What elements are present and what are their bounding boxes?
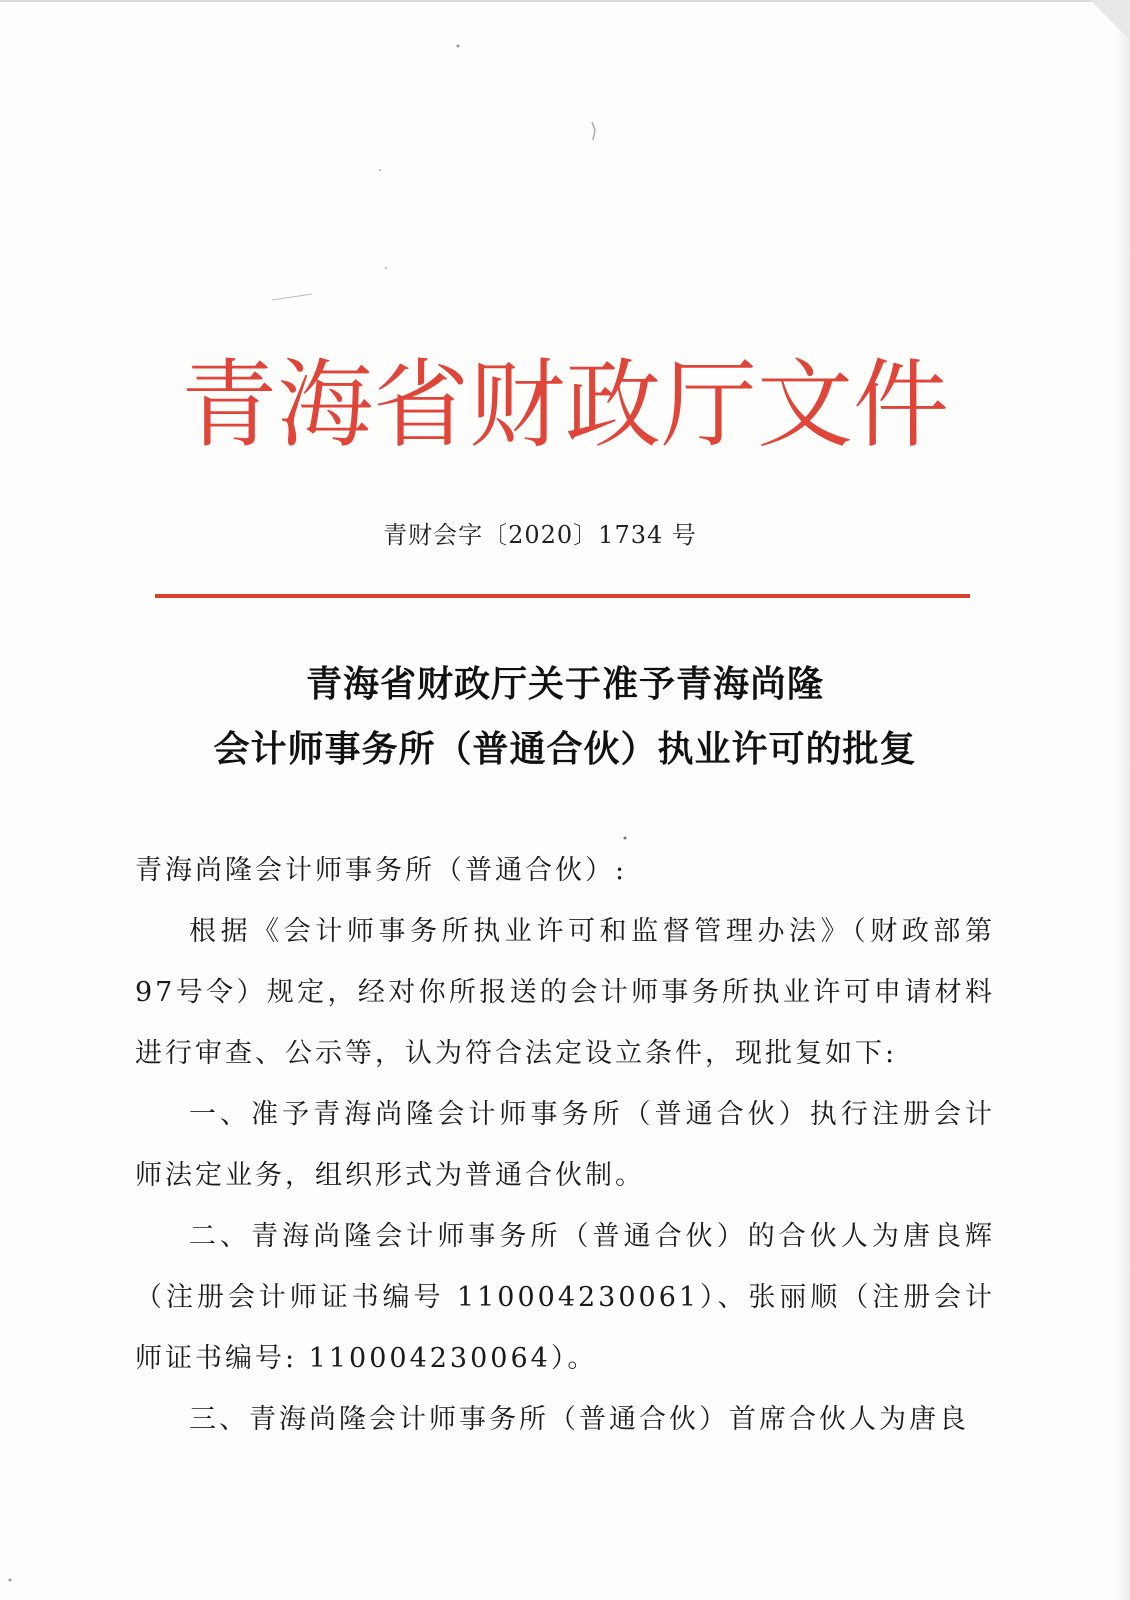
salutation: 青海尚隆会计师事务所（普通合伙）: [135, 855, 628, 886]
speck [592, 122, 595, 140]
document-number: 青财会字〔2020〕1734 号 [383, 521, 697, 549]
document-subject [140, 652, 990, 782]
subject-line-1: 青海省财政厅关于准予青海尚隆 [305, 664, 824, 705]
paragraph-item-2: 二、青海尚隆会计师事务所（普通合伙）的合伙人为唐良辉（注册会计师证书编号 110004230061）、张丽顺（注册会计师证书编号: 110004230064）。 [135, 1221, 995, 1374]
paragraph-item-1: 一、准予青海尚隆会计师事务所（普通合伙）执行注册会计师法定业务，组织形式为普通合伙制。 [135, 1099, 995, 1191]
speck [9, 1579, 12, 1582]
paragraph-item-3: 三、青海尚隆会计师事务所（普通合伙）首席合伙人为唐良 [189, 1404, 969, 1435]
speck [272, 294, 312, 300]
document-body [135, 840, 995, 1450]
speck [379, 169, 381, 171]
subject-line-2: 会计师事务所（普通合伙）执业许可的批复 [213, 729, 917, 770]
document-header-title: 青海省财政厅文件 [181, 349, 949, 461]
red-divider-rule [155, 594, 970, 598]
speck [457, 45, 460, 48]
paragraph-basis: 根据《会计师事务所执业许可和监督管理办法》（财政部第97号令）规定，经对你所报送的会计师事务所执业许可申请材料进行审查、公示等，认为符合法定设立条件，现批复如下: [135, 916, 995, 1069]
speck [385, 267, 387, 269]
